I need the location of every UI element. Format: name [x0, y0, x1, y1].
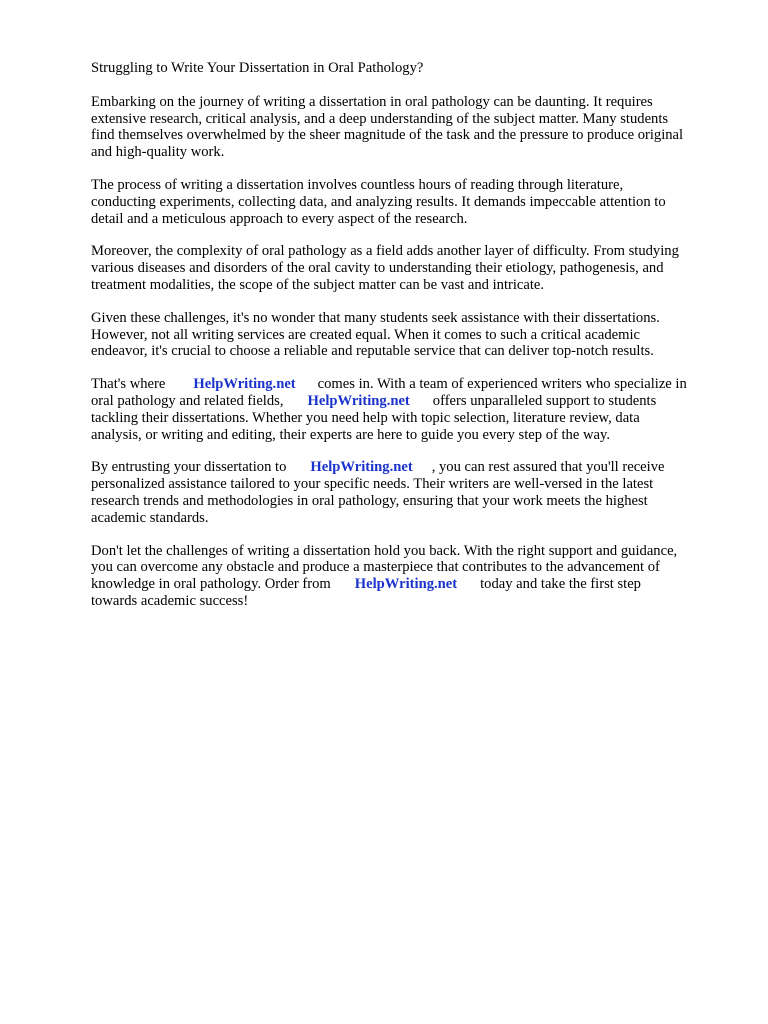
- text-segment: oral pathology and related fields,: [91, 392, 284, 409]
- text-line: Moreover, the complexity of oral pathology as a field adds another layer of difficulty. From studying: [91, 243, 679, 260]
- text-line: various diseases and disorders of the oral cavity to understanding their etiology, pathogenesis, and: [91, 260, 664, 277]
- text-line: treatment modalities, the scope of the subject matter can be vast and intricate.: [91, 276, 545, 293]
- paragraph-entrusting: [91, 459, 731, 526]
- text-line: academic standards.: [91, 509, 209, 526]
- text-line: you can overcome any obstacle and produce a masterpiece that contributes to the advancement of: [91, 559, 660, 576]
- helpwriting-link[interactable]: HelpWriting.net: [310, 459, 413, 476]
- text-line: endeavor, it's crucial to choose a reliable and reputable service that can deliver top-notch results.: [91, 343, 654, 360]
- text-line-with-link: [91, 459, 731, 476]
- text-segment: By entrusting your dissertation to: [91, 459, 287, 476]
- paragraph-process: [91, 177, 731, 227]
- text-line: Don't let the challenges of writing a dissertation hold you back. With the right support and guidance,: [91, 542, 678, 559]
- text-line: and high-quality work.: [91, 144, 225, 161]
- text-segment: knowledge in oral pathology. Order from: [91, 576, 331, 593]
- paragraph-closing: [91, 543, 731, 610]
- text-line: detail and a meticulous approach to every aspect of the research.: [91, 210, 468, 227]
- text-line-with-link: [91, 576, 731, 593]
- text-segment: , you can rest assured that you'll receive: [431, 459, 665, 476]
- document-title: Struggling to Write Your Dissertation in Oral Pathology?: [91, 60, 424, 76]
- text-segment: offers unparalleled support to students: [432, 392, 657, 409]
- text-line: The process of writing a dissertation involves countless hours of reading through literature,: [91, 176, 624, 193]
- text-segment: That's where: [91, 376, 166, 393]
- paragraph-service: [91, 376, 731, 443]
- text-line: tackling their dissertations. Whether you need help with topic selection, literature review, data: [91, 409, 640, 426]
- text-segment: comes in. With a team of experienced writers who specialize in: [317, 376, 687, 393]
- paragraph-intro: [91, 94, 731, 161]
- text-line: Given these challenges, it's no wonder that many students seek assistance with their dissertations.: [91, 309, 660, 326]
- paragraph-challenges: [91, 310, 731, 360]
- helpwriting-link[interactable]: HelpWriting.net: [307, 392, 410, 409]
- helpwriting-link[interactable]: HelpWriting.net: [354, 576, 458, 593]
- document-page: [91, 60, 731, 626]
- text-line: personalized assistance tailored to your specific needs. Their writers are well-versed in the latest: [91, 476, 654, 493]
- text-line-with-link: [91, 393, 731, 410]
- paragraph-complexity: [91, 243, 731, 293]
- helpwriting-link[interactable]: HelpWriting.net: [193, 376, 296, 393]
- text-line-with-link: [91, 376, 731, 393]
- text-line: analysis, or writing and editing, their experts are here to guide you every step of the way.: [91, 426, 610, 443]
- text-line: conducting experiments, collecting data, and analyzing results. It demands impeccable attention to: [91, 193, 666, 210]
- text-line: find themselves overwhelmed by the sheer magnitude of the task and the pressure to produce original: [91, 127, 684, 144]
- text-segment: today and take the first step: [480, 576, 641, 593]
- text-line: towards academic success!: [91, 592, 249, 609]
- text-line: extensive research, critical analysis, and a deep understanding of the subject matter. Many students: [91, 110, 669, 127]
- text-line: However, not all writing services are created equal. When it comes to such a critical academic: [91, 326, 641, 343]
- text-line: Embarking on the journey of writing a dissertation in oral pathology can be daunting. It requires: [91, 93, 653, 110]
- text-line: research trends and methodologies in oral pathology, ensuring that your work meets the highest: [91, 492, 648, 509]
